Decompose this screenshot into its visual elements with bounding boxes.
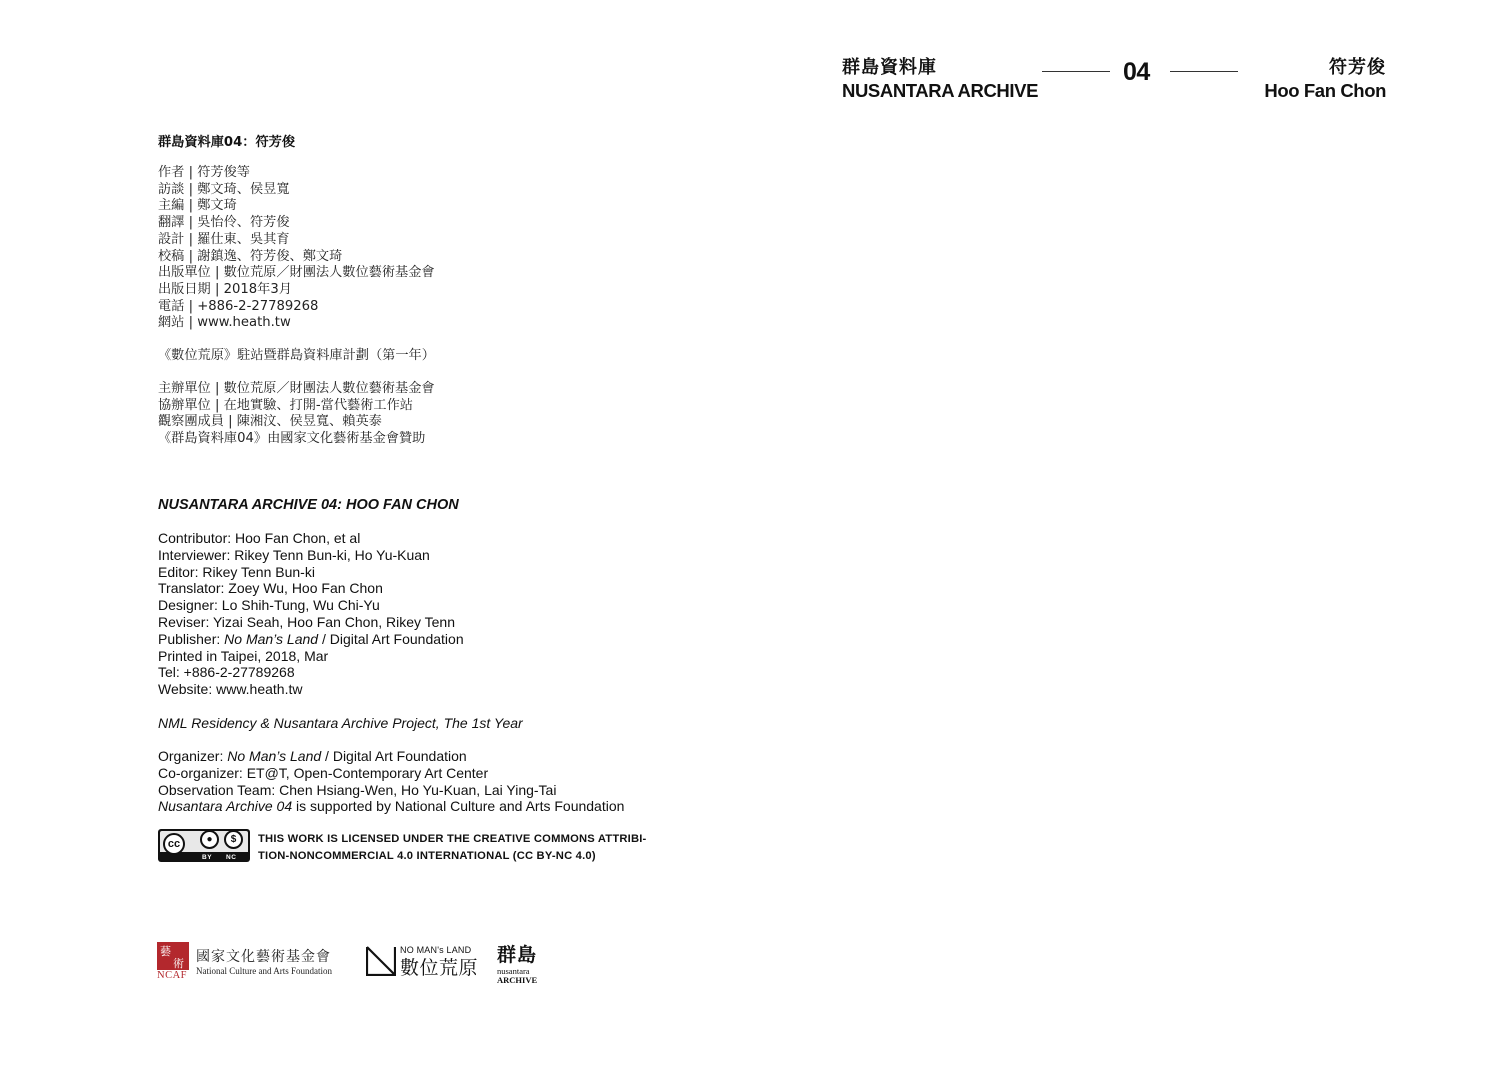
credit-publisher: 出版單位 | 數位荒原／財團法人數位藝術基金會 xyxy=(158,265,435,281)
credit-proofreader: 校稿 | 謝鎮逸、符芳俊、鄭文琦 xyxy=(158,248,343,264)
colophon-en-organization xyxy=(158,748,624,815)
credit-designer: 設計 | 羅仕東、吳其育 xyxy=(158,231,290,247)
nusantara-name-en-1: nusantara xyxy=(497,966,530,976)
license-text xyxy=(258,831,646,865)
org-observation-team: 觀察團成員 | 陳湘汶、侯昱寬、賴英泰 xyxy=(158,414,382,430)
org-co-organizer: 協辦單位 | 在地實驗、打開-當代藝術工作站 xyxy=(158,397,413,413)
publisher-rest: / Digital Art Foundation xyxy=(318,630,464,647)
noncommercial-icon: $ xyxy=(224,830,243,849)
colophon-zh-credits xyxy=(158,165,435,332)
support-rest: is supported by National Culture and Arts Foundation xyxy=(292,798,625,815)
observation-team-en: Observation Team: Chen Hsiang-Wen, Ho Yu-Kuan, Lai Ying-Tai xyxy=(158,781,557,798)
nusantara-name-en-2: ARCHIVE xyxy=(497,975,538,985)
credit-editor: 主編 | 鄭文琦 xyxy=(158,198,237,214)
credit-publisher-en xyxy=(158,631,464,648)
license-line-2: TION-NONCOMMERCIAL 4.0 INTERNATIONAL (CC BY-NC 4.0) xyxy=(258,850,596,862)
nusantara-archive-logo xyxy=(497,940,543,985)
header-series-zh: 群島資料庫 xyxy=(842,57,937,78)
credit-website-en: Website: www.heath.tw xyxy=(158,681,303,698)
support-title: Nusantara Archive 04 xyxy=(158,798,293,815)
publisher-name: No Man’s Land xyxy=(224,630,319,647)
ncaf-name-zh: 國家文化藝術基金會 xyxy=(196,949,331,965)
organizer-name: No Man’s Land xyxy=(227,748,322,764)
organizer-label: Organizer: xyxy=(158,748,228,764)
credit-interviewer: Interviewer: Rikey Tenn Bun-ki, Ho Yu-Kuan xyxy=(158,546,430,563)
header-series-en: NUSANTARA ARCHIVE xyxy=(842,80,1039,101)
support-line-en xyxy=(158,798,624,815)
cc-license-badge xyxy=(158,829,250,862)
nml-logo xyxy=(366,946,396,981)
org-sponsor: 《群島資料庫04》由國家文化藝術基金會贊助 xyxy=(158,431,426,447)
header-rule-left xyxy=(1042,71,1110,72)
header-artist-en: Hoo Fan Chon xyxy=(1264,80,1386,101)
credit-designer-en: Designer: Lo Shih-Tung, Wu Chi-Yu xyxy=(158,597,380,614)
nml-wordmark xyxy=(400,945,478,980)
header-artist-zh: 符芳俊 xyxy=(1329,57,1386,78)
credit-editor-en: Editor: Rikey Tenn Bun-ki xyxy=(158,563,315,580)
ncaf-abbr: NCAF xyxy=(157,970,188,981)
credit-printed: Printed in Taipei, 2018, Mar xyxy=(158,647,329,664)
credit-interview: 訪談 | 鄭文琦、侯昱寬 xyxy=(158,181,290,197)
credit-phone: 電話 | +886-2-27789268 xyxy=(158,298,319,314)
cc-nc-label: NC xyxy=(226,854,237,861)
organizer-en xyxy=(158,748,624,765)
ncaf-name-en: National Culture and Arts Foundation xyxy=(196,966,332,976)
ncaf-logo xyxy=(157,942,189,981)
nml-mark-icon xyxy=(366,946,396,976)
attribution-icon: ● xyxy=(200,830,219,849)
nml-name-en: NO MAN's LAND xyxy=(400,945,472,955)
credit-date: 出版日期 | 2018年3月 xyxy=(158,281,292,297)
credit-website: 網站 | www.heath.tw xyxy=(158,315,291,331)
ncaf-emblem-icon: 藝 術 xyxy=(157,942,189,970)
nml-name-zh: 數位荒原 xyxy=(400,957,479,979)
org-organizer: 主辦單位 | 數位荒原／財團法人數位藝術基金會 xyxy=(158,381,435,396)
ncaf-wordmark xyxy=(196,946,332,976)
cc-icon: cc xyxy=(163,833,185,855)
colophon-zh-organization xyxy=(158,381,435,448)
colophon-en-credits xyxy=(158,530,464,698)
nusantara-name-zh: 群島 xyxy=(497,944,538,966)
header-rule-right xyxy=(1170,71,1238,72)
organizer-rest: / Digital Art Foundation xyxy=(321,748,467,764)
credit-translator-en: Translator: Zoey Wu, Hoo Fan Chon xyxy=(158,580,383,597)
publisher-label: Publisher: xyxy=(158,630,225,647)
credit-tel: Tel: +886-2-27789268 xyxy=(158,664,295,681)
colophon-zh-project: 《數位荒原》駐站暨群島資料庫計劃（第一年） xyxy=(158,348,435,363)
header-issue-number: 04 xyxy=(1123,58,1150,86)
cc-by-label: BY xyxy=(202,854,213,861)
license-line-1: THIS WORK IS LICENSED UNDER THE CREATIVE COMMONS ATTRIBI- xyxy=(258,833,647,845)
credit-reviser: Reviser: Yizai Seah, Hoo Fan Chon, Rikey Tenn xyxy=(158,613,456,630)
credit-contributor: Contributor: Hoo Fan Chon, et al xyxy=(158,530,361,546)
colophon-en-project: NML Residency & Nusantara Archive Project, The 1st Year xyxy=(158,715,523,731)
colophon-en-title: NUSANTARA ARCHIVE 04: HOO FAN CHON xyxy=(158,497,459,513)
co-organizer-en: Co-organizer: ET@T, Open-Contemporary Art Center xyxy=(158,764,489,781)
credit-translator: 翻譯 | 吳怡伶、符芳俊 xyxy=(158,215,290,231)
credit-author: 作者 | 符芳俊等 xyxy=(158,165,250,180)
colophon-zh-title: 群島資料庫04：符芳俊 xyxy=(158,135,296,150)
